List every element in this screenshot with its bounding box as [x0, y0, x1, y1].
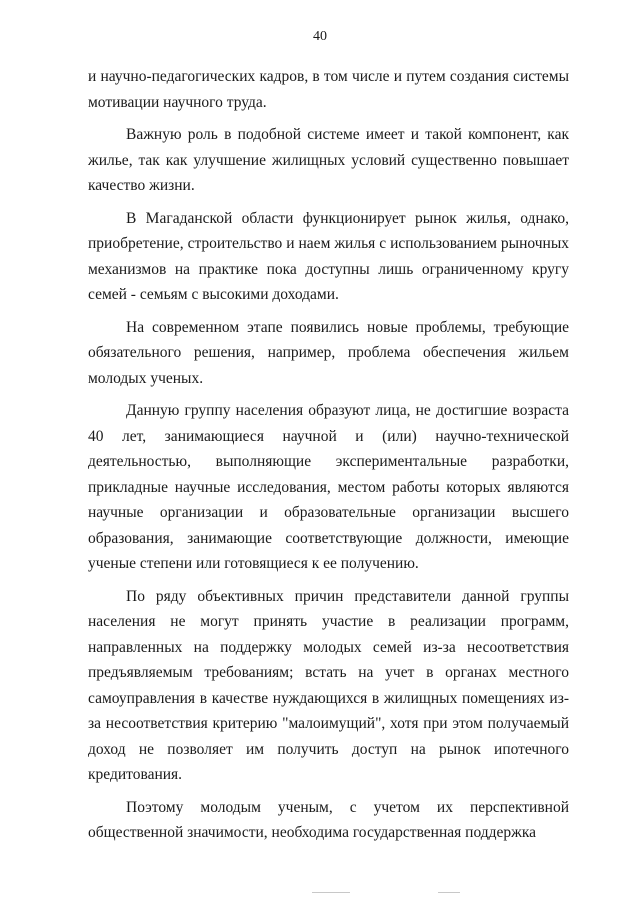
paragraph-housing-role: Важную роль в подобной системе имеет и такой компонент, как жилье, так как улучшение жилищных условий существенно повышает качество жизни.	[88, 126, 569, 194]
scan-artifact-line	[312, 892, 350, 893]
paragraph-magadan-market: В Магаданской области функционирует рынок жилья, однако, приобретение, строительство и наем жилья с использованием рыночных механизмов на практике пока доступны лишь ограниченному кругу семей - семьям с высокими доходами.	[88, 209, 569, 303]
paragraph-new-problems: На современном этапе появились новые проблемы, требующие обязательного решения, например, проблема обеспечения жильем молодых ученых.	[88, 318, 569, 387]
page-number: 40	[313, 29, 327, 44]
paragraph-objective-reasons: По ряду объективных причин представители данной группы населения не могут принять участие в реализации программ, направленных на поддержку молодых семей из-за несоответствия предъявляемым требованиям; встать на учет в органах местного самоуправления в качестве нуждающихся в жилищных помещениях из-за несоответствия критерию "малоимущий", хотя при этом получаемый доход не позволяет им получить доступ на рынок ипотечного кредитования.	[88, 587, 569, 783]
paragraph-continued: и научно-педагогических кадров, в том числе и путем создания системы мотивации научного труда.	[88, 68, 569, 111]
document-body	[88, 64, 569, 846]
scan-artifact-line	[438, 892, 460, 893]
paragraph-state-support: Поэтому молодым ученым, с учетом их перспективной общественной значимости, необходима государственная поддержка	[88, 798, 569, 841]
paragraph-population-group: Данную группу населения образуют лица, не достигшие возраста 40 лет, занимающиеся научной и (или) научно-технической деятельностью, выполняющие экспериментальные разработки, прикладные научные исследования, местом работы которых являются научные организации и образовательные организации высшего образования, занимающие соответствующие должности, имеющие ученые степени или готовящиеся к ее получению.	[88, 402, 569, 572]
